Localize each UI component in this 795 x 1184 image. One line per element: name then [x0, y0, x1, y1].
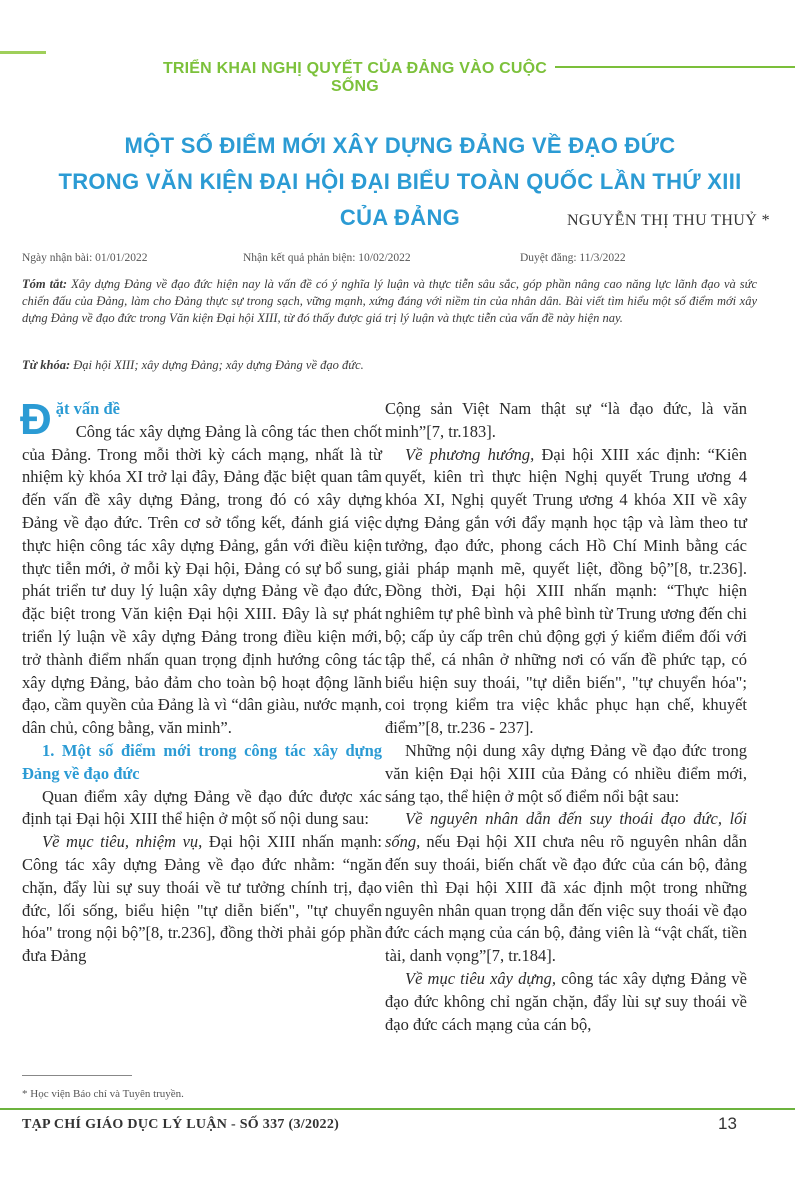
section-header: TRIỂN KHAI NGHỊ QUYẾT CỦA ĐẢNG VÀO CUỘC SỐNG [162, 60, 548, 95]
footnote-divider [22, 1075, 132, 1076]
header-accent-rule [0, 51, 46, 54]
intro-title: ặt vấn đề [55, 399, 120, 418]
paragraph-8-lead: Về mục tiêu xây dựng, [405, 968, 556, 988]
paragraph-3-text: Đại hội XIII nhấn mạnh: Công tác xây dựng Đảng về đạo đức nhằm: “ngăn chặn, đẩy lùi sự suy thoái về tư tưởng chính trị, đạo đức, lối sống, biểu hiện "tự diễn biến", "tự chuyển hóa" trong nội bộ”[8, tr.236], đồng thời phải góp phần đưa Đảng [22, 832, 383, 966]
paragraph-7 [385, 808, 747, 968]
date-reviewed: Nhận kết quả phản biện: 10/02/2022 [243, 252, 411, 264]
abstract [22, 276, 757, 327]
paragraph-5 [385, 444, 747, 740]
footnote: * Học viện Báo chí và Tuyên truyền. [22, 1088, 184, 1100]
date-received: Ngày nhận bài: 01/01/2022 [22, 252, 148, 264]
header-divider-rule [555, 66, 795, 68]
keywords-text: Đại hội XIII; xây dựng Đảng; xây dựng Đảng về đạo đức. [73, 358, 364, 372]
date-accepted: Duyệt đăng: 11/3/2022 [520, 252, 626, 264]
paragraph-7-text: nếu Đại hội XII chưa nêu rõ nguyên nhân dẫn đến suy thoái, biến chất về đạo đức của cán bộ, đảng viên thì Đại hội XIII đã xác định một trong những nguyên nhân quan trọng dẫn đến việc suy thoái về đạo đức cách mạng của cán bộ, đảng viên là “vật chất, tiền tài, danh vọng”[7, tr.184]. [385, 832, 747, 966]
abstract-text: Xây dựng Đảng về đạo đức hiện nay là vấn đề có ý nghĩa lý luận và thực tiễn sâu sắc, góp phần nâng cao năng lực lãnh đạo và sức chiến đấu của Đảng, làm cho Đảng thực sự trong sạch, vững mạnh, xứng đáng với niềm tin của nhân dân. Bài viết tìm hiểu một số điểm mới xây dựng Đảng về đạo đức trong Văn kiện Đại hội XIII, từ đó thấy được giá trị lý luận và thực tiễn của vấn đề này hiện nay. [22, 277, 758, 325]
author-name: NGUYỄN THỊ THU THUỶ * [566, 212, 770, 229]
body-column-left [20, 395, 383, 968]
paragraph-7-lead: Về nguyên nhân dẫn đến suy thoái đạo đức, lối sống, [385, 809, 747, 852]
title-line-1: MỘT SỐ ĐIỂM MỚI XÂY DỰNG ĐẢNG VỀ ĐẠO ĐỨC [124, 133, 676, 158]
footer-divider-rule [0, 1108, 795, 1110]
keywords-label: Từ khóa: [22, 358, 71, 372]
page-number: 13 [718, 1114, 737, 1133]
section-heading-1: 1. Một số điểm mới trong công tác xây dựng Đảng về đạo đức [22, 740, 382, 783]
drop-cap: Đ [20, 395, 52, 444]
journal-name: TẠP CHÍ GIÁO DỤC LÝ LUẬN - SỐ 337 (3/2022) [22, 1117, 340, 1132]
paragraph-3 [22, 831, 382, 968]
paragraph-3-lead: Về mục tiêu, nhiệm vụ, [42, 832, 203, 852]
paragraph-5-text: Đại hội XIII xác định: “Kiên quyết, kiên trì thực hiện Nghị quyết Trung ương 4 khóa XI, Nghị quyết Trung ương 4 khóa XII về xây dựng Đảng gắn với đẩy mạnh học tập và làm theo tư tưởng, đạo đức, phong cách Hồ Chí Minh bằng các giải pháp mạnh mẽ, quyết liệt, đồng bộ”[8, tr.236]. Đồng thời, Đại hội XIII nhấn mạnh: “Thực hiện nghiêm tự phê bình và phê bình từ Trung ương đến chi bộ; cấp ủy cấp trên chủ động gợi ý kiểm điểm đối với tập thể, cá nhân ở những nơi có vấn đề phức tạp, có biểu hiện suy thoái, "tự diễn biến", "tự chuyển hóa"; coi trọng kiểm tra việc khắc phục hạn chế, khuyết điểm”[8, tr.236 - 237]. [385, 444, 748, 738]
keywords [22, 357, 757, 374]
paragraph-6: Những nội dung xây dựng Đảng về đạo đức trong văn kiện Đại hội XIII của Đảng có nhiều điểm mới, sáng tạo, thể hiện ở một số điểm nổi bật sau: [385, 740, 747, 806]
paragraph-5-lead: Về phương hướng, [405, 444, 535, 464]
body-column-right [385, 398, 747, 1036]
abstract-label: Tóm tắt: [22, 277, 68, 291]
paragraph-8 [385, 968, 747, 1036]
paragraph-4: Cộng sản Việt Nam thật sự “là đạo đức, là văn minh”[7, tr.183]. [385, 399, 747, 441]
paragraph-intro: Công tác xây dựng Đảng là công tác then chốt của Đảng. Trong mỗi thời kỳ cách mạng, nhất là từ nhiệm kỳ khóa XI trở lại đây, Đảng đặc biệt quan tâm đến vấn đề xây dựng Đảng, trong đó có xây dựng Đảng về đạo đức. Trên cơ sở tổng kết, đánh giá việc thực hiện công tác xây dựng Đảng, gắn với điều kiện thực tiễn mới, ở mỗi kỳ Đại hội, Đảng có sự bổ sung, phát triển tư duy lý luận xây dựng Đảng về đạo đức, đặc biệt trong Văn kiện Đại hội XIII. Đây là sự phát triển lý luận về xây dựng Đảng trong điều kiện mới, trở thành điểm nhấn quan trọng định hướng công tác xây dựng Đảng, bảo đảm cho toàn bộ hoạt động lãnh đạo, cầm quyền của Đảng là vì “dân giàu, nước mạnh, dân chủ, công bằng, văn minh”. [22, 421, 382, 738]
paragraph-2: Quan điểm xây dựng Đảng về đạo đức được xác định tại Đại hội XIII thể hiện ở một số nội dung sau: [22, 786, 382, 829]
intro-heading-line [20, 395, 382, 444]
title-line-2: TRONG VĂN KIỆN ĐẠI HỘI ĐẠI BIỂU TOÀN QUỐC LẦN THỨ XIII CỦA ĐẢNG [58, 169, 742, 230]
paragraph-8-text: công tác xây dựng Đảng về đạo đức không chỉ ngăn chặn, đẩy lùi sự suy thoái về đạo đức cách mạng của cán bộ, [385, 968, 748, 1034]
